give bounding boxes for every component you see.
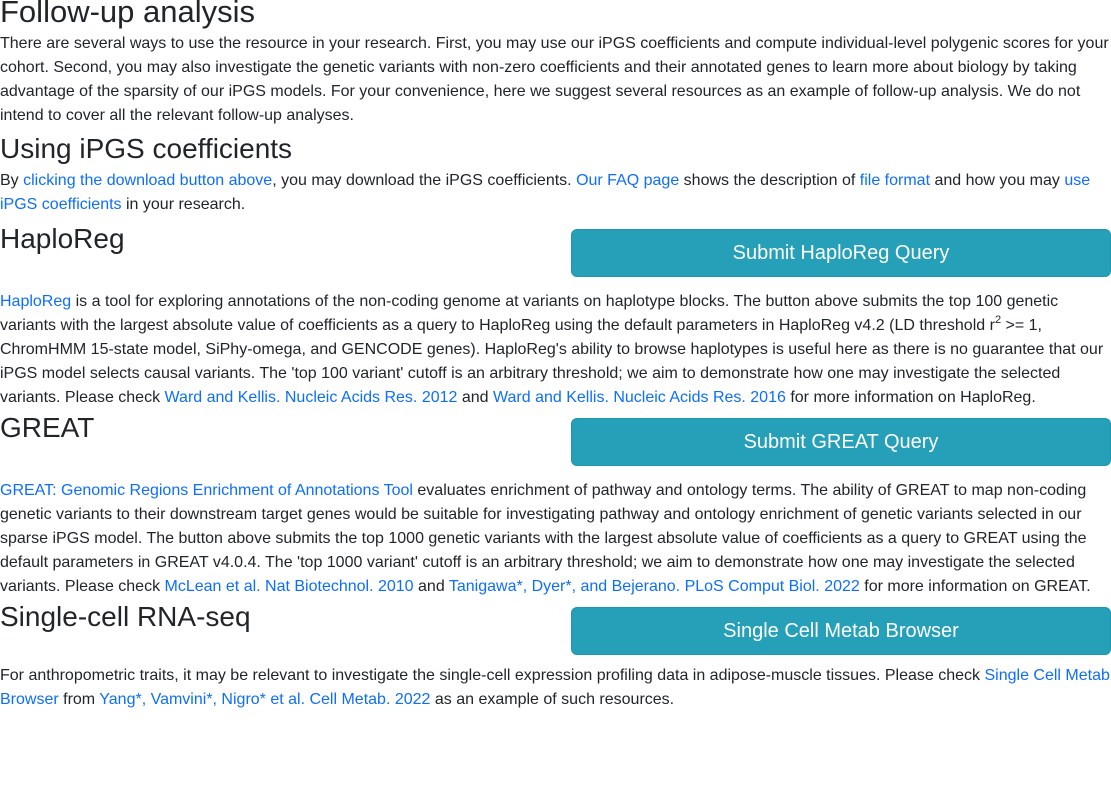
haploreg-text: for more information on HaploReg. (785, 389, 1036, 406)
using-text: By (0, 172, 24, 189)
haploreg-paragraph (0, 290, 1111, 410)
great-paragraph (0, 479, 1111, 599)
haploreg-text: >= 1, ChromHMM 15-state model, SiPhy-omega, and GENCODE genes). HaploReg's ability to browse haplotypes is useful here as there is no guarantee that our iPGS model selects causal variants. The 'top 100 variant' cutoff is an arbitrary threshold; we aim to demonstrate how one may investigate the selected variants. Please check (0, 317, 1104, 406)
followup-paragraph: There are several ways to use the resource in your research. First, you may use our iPGS coefficients and compute individual-level polygenic scores for your cohort. Second, you may also investigate the genetic variants with non-zero coefficients and their annotated genes to learn more about biology by taking advantage of the sparsity of our iPGS models. For your convenience, here we suggest several resources as an example of follow-up analysis. We do not intend to cover all the relevant follow-up analyses. (0, 35, 1109, 124)
single-cell-browser-button[interactable]: Single Cell Metab Browser (571, 607, 1111, 655)
scrna-text: as an example of such resources. (430, 691, 675, 708)
great-header-row (0, 412, 1111, 479)
haploreg-header-row (0, 223, 1111, 290)
submit-haploreg-button[interactable]: Submit HaploReg Query (571, 229, 1111, 277)
using-text: in your research. (121, 196, 246, 213)
using-text: , you may download the iPGS coefficients. (272, 172, 577, 189)
using-text: shows the description of (679, 172, 860, 189)
great-text: for more information on GREAT. (859, 578, 1091, 595)
superscript: 2 (994, 313, 1002, 326)
faq-link[interactable]: Our FAQ page (576, 172, 680, 189)
followup-title: Follow-up analysis (0, 0, 255, 29)
scrna-text: from (58, 691, 100, 708)
great-text: and (413, 578, 449, 595)
scrna-title: Single-cell RNA-seq (0, 601, 251, 632)
submit-great-button[interactable]: Submit GREAT Query (571, 418, 1111, 466)
single-cell-browser-link[interactable]: Single Cell Metab Browser (0, 667, 1110, 708)
file-format-link[interactable]: file format (859, 172, 931, 189)
haploreg-text: and (457, 389, 493, 406)
great-link[interactable]: GREAT: Genomic Regions Enrichment of Annotations Tool (0, 482, 413, 499)
haploreg-ref-2016-link[interactable]: Ward and Kellis. Nucleic Acids Res. 2016 (493, 389, 786, 406)
scrna-header-row (0, 601, 1111, 668)
using-paragraph (0, 169, 1111, 217)
download-link[interactable]: clicking the download button above (23, 172, 273, 189)
scrna-paragraph (0, 664, 1111, 712)
using-title: Using iPGS coefficients (0, 133, 293, 164)
using-text: and how you may (930, 172, 1065, 189)
great-ref-2022-link[interactable]: Tanigawa*, Dyer*, and Bejerano. PLoS Comput Biol. 2022 (448, 578, 860, 595)
haploreg-title: HaploReg (0, 223, 125, 254)
haploreg-text: is a tool for exploring annotations of the non-coding genome at variants on haplotype blocks. The button above submits the top 100 genetic variants with the largest absolute value of coefficients as a query to HaploReg using the default parameters in HaploReg v4.2 (LD threshold r (0, 293, 1059, 334)
great-title: GREAT (0, 412, 95, 443)
scrna-text: For anthropometric traits, it may be relevant to investigate the single-cell expression profiling data in adipose-muscle tissues. Please check (0, 667, 985, 684)
haploreg-ref-2012-link[interactable]: Ward and Kellis. Nucleic Acids Res. 2012 (164, 389, 458, 406)
yang-2022-ref-link[interactable]: Yang*, Vamvini*, Nigro* et al. Cell Metab. 2022 (99, 691, 431, 708)
haploreg-link[interactable]: HaploReg (0, 293, 72, 310)
great-text: evaluates enrichment of pathway and ontology terms. The ability of GREAT to map non-coding genetic variants to their downstream target genes would be suitable for investigating pathway and ontology enrichment of genetic variants selected in our sparse iPGS model. The button above submits the top 1000 genetic variants with the largest absolute value of coefficients as a query to GREAT using the default parameters in GREAT v4.0.4. The 'top 1000 variant' cutoff is an arbitrary threshold; we aim to demonstrate how one may investigate the selected variants. Please check (0, 482, 1087, 595)
use-coefficients-link[interactable]: use iPGS coefficients (0, 172, 1091, 213)
great-ref-2010-link[interactable]: McLean et al. Nat Biotechnol. 2010 (164, 578, 414, 595)
